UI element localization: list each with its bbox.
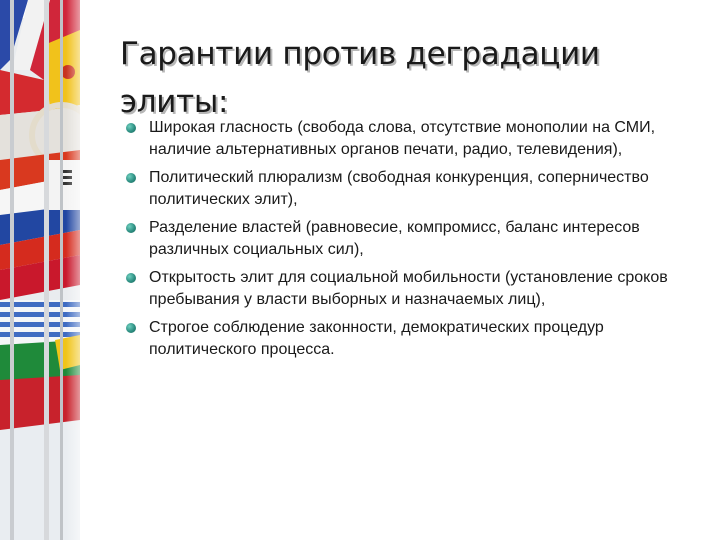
bullet-dot-icon: [126, 223, 136, 233]
bullet-dot-icon: [126, 173, 136, 183]
slide-title: Гарантии против деградации элиты:: [120, 36, 600, 120]
bullet-text: Широкая гласность (свобода слова, отсутствие монополии на СМИ, наличие альтернативных органов печати, радио, телевидения),: [149, 119, 656, 158]
list-item: [125, 267, 685, 311]
bullet-text: Строгое соблюдение законности, демократических процедур политического процесса.: [149, 319, 604, 358]
bullet-list: [125, 117, 685, 367]
bullet-text: Разделение властей (равновесие, компромисс, баланс интересов различных социальных сил),: [149, 219, 640, 258]
list-item: [125, 117, 685, 161]
bullet-text: Политический плюрализм (свободная конкуренция, соперничество политических элит),: [149, 169, 649, 208]
list-item: [125, 217, 685, 261]
list-item: [125, 167, 685, 211]
bullet-text: Открытость элит для социальной мобильности (установление сроков пребывания у власти выборных и назначаемых лиц),: [149, 269, 668, 308]
flags-fade-overlay: [66, 0, 92, 540]
bullet-dot-icon: [126, 323, 136, 333]
list-item: [125, 317, 685, 361]
bullet-dot-icon: [126, 123, 136, 133]
bullet-dot-icon: [126, 273, 136, 283]
